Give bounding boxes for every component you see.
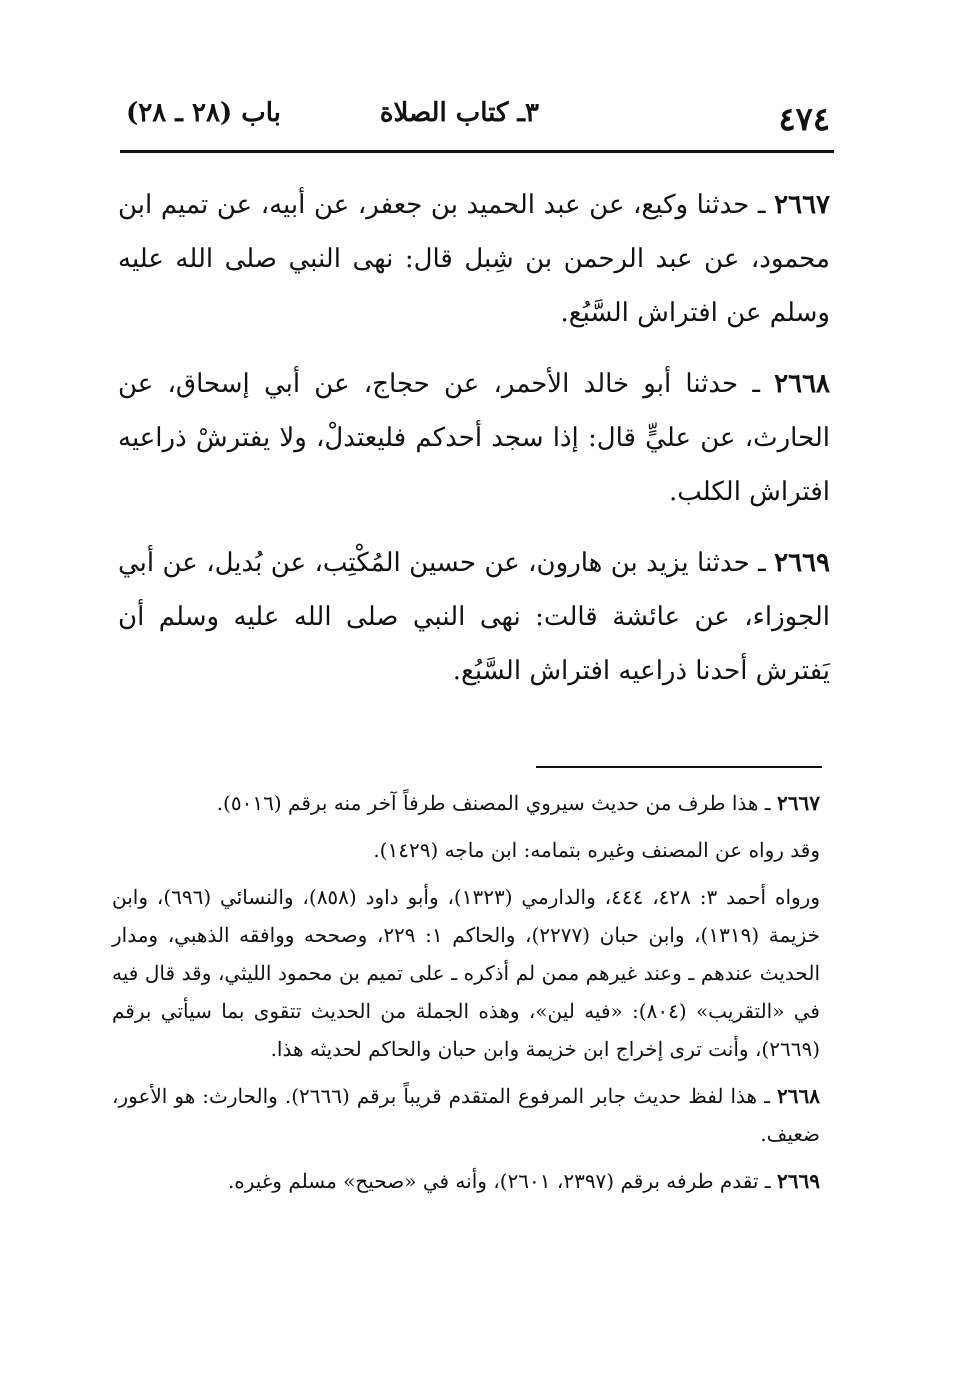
hadith-number: ٢٦٦٨ — [774, 369, 830, 399]
footnotes — [112, 784, 820, 1209]
hadith-2668 — [118, 357, 830, 519]
book-title: ٣ـ كتاب الصلاة — [379, 98, 539, 128]
footnote-number: ٢٦٦٨ — [777, 1084, 820, 1108]
footnote-text: ـ هذا لفظ حديث جابر المرفوع المتقدم قريباً برقم (٢٦٦٦). والحارث: هو الأعور، ضعيف. — [112, 1084, 820, 1146]
chapter-label: باب (٢٨ ـ ٢٨) — [126, 98, 281, 128]
hadith-text: ـ حدثنا وكيع، عن عبد الحميد بن جعفر، عن أبيه، عن تميم ابن محمود، عن عبد الرحمن بن شِبل قال: نهى النبي صلى الله عليه وسلم عن افتراش السَّبُع. — [118, 190, 830, 328]
footnote-2667-para-3: ورواه أحمد ٣: ٤٢٨، ٤٤٤، والدارمي (١٣٢٣)، وأبو داود (٨٥٨)، والنسائي (٦٩٦)، وابن خزيمة (١٣١٩)، وابن حبان (٢٢٧٧)، والحاكم ١: ٢٢٩، وصححه ووافقه الذهبي، ومدار الحديث عندهم ـ وعند غيرهم ممن لم أذكره ـ على تميم بن محمود الليثي، وقد قال فيه في «التقريب» (٨٠٤): «فيه لين»، وهذه الجملة من الحديث تتقوى بما سيأتي برقم (٢٦٦٩)، وأنت ترى إخراج ابن خزيمة وابن حبان والحاكم لحديثه هذا. — [112, 885, 820, 1061]
main-text — [118, 178, 830, 715]
footnote-number: ٢٦٦٧ — [777, 791, 820, 815]
footnote-text: ـ هذا طرف من حديث سيروي المصنف طرفاً آخر منه برقم (٥٠١٦). — [216, 791, 778, 815]
hadith-2667 — [118, 178, 830, 340]
footnote-2668 — [112, 1077, 820, 1153]
hadith-number: ٢٦٦٧ — [774, 190, 830, 220]
hadith-text: ـ حدثنا أبو خالد الأحمر، عن حجاج، عن أبي إسحاق، عن الحارث، عن عليٍّ قال: إذا سجد أحدكم فليعتدلْ، ولا يفترشْ ذراعيه افتراش الكلب. — [118, 369, 830, 507]
running-header — [118, 96, 834, 148]
footnote-2667 — [112, 784, 820, 822]
footnote-separator — [536, 766, 822, 768]
hadith-2669 — [118, 536, 830, 698]
footnote-text: ـ تقدم طرفه برقم (٢٣٩٧، ٢٦٠١)، وأنه في «صحيح» مسلم وغيره. — [227, 1169, 778, 1193]
header-rule — [120, 150, 834, 153]
footnote-2669 — [112, 1162, 820, 1200]
footnote-number: ٢٦٦٩ — [777, 1169, 820, 1193]
hadith-number: ٢٦٦٩ — [774, 548, 830, 578]
page-number: ٤٧٤ — [778, 100, 830, 138]
hadith-text: ـ حدثنا يزيد بن هارون، عن حسين المُكْتِب، عن بُديل، عن أبي الجوزاء، عن عائشة قالت: نهى النبي صلى الله عليه وسلم أن يَفترش أحدنا ذراعيه افتراش السَّبُع. — [118, 548, 831, 686]
footnote-2667-para-2: وقد رواه عن المصنف وغيره بتمامه: ابن ماجه (١٤٢٩). — [373, 838, 820, 862]
